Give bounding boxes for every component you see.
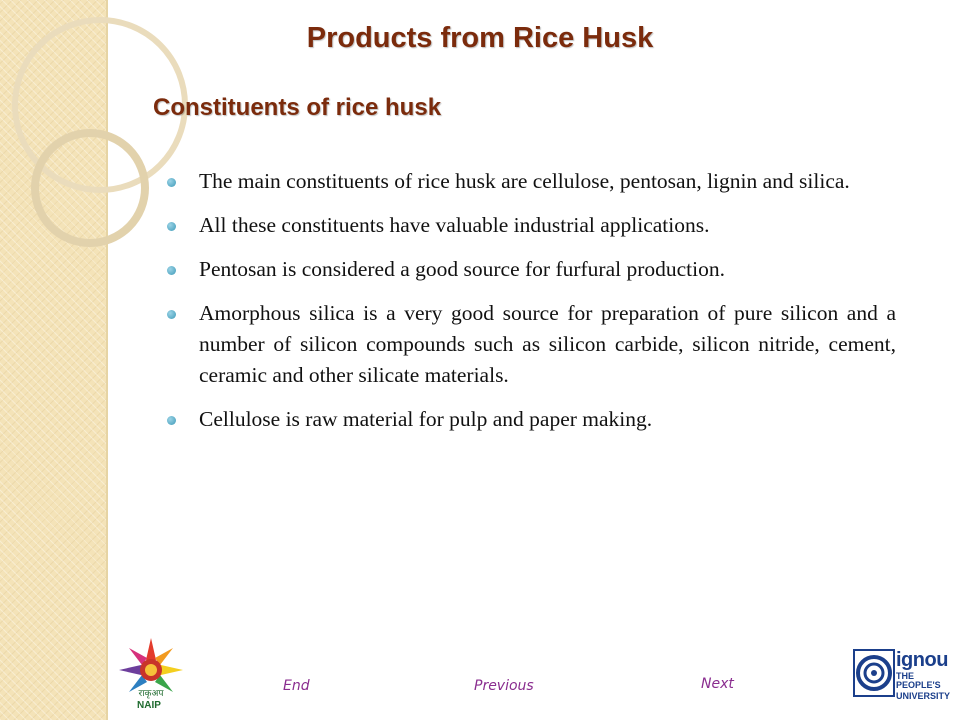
bullet-icon [167, 416, 176, 425]
bullet-icon [167, 178, 176, 187]
bullet-item [164, 166, 896, 197]
ignou-tagline-1: THE PEOPLE'S [896, 671, 941, 690]
end-link[interactable]: End [283, 678, 310, 694]
bullet-item [164, 298, 896, 391]
naip-label: NAIP [137, 700, 161, 711]
bullet-icon [167, 266, 176, 275]
bullet-item [164, 254, 896, 285]
bullet-text: Cellulose is raw material for pulp and paper making. [199, 407, 653, 431]
previous-link[interactable]: Previous [474, 678, 534, 694]
ignou-logo-icon [852, 648, 898, 700]
bullet-icon [167, 310, 176, 319]
bullet-item [164, 210, 896, 241]
next-link[interactable]: Next [701, 676, 734, 692]
ignou-name: ignou [896, 649, 948, 671]
bullet-list [164, 166, 896, 448]
bullet-text: The main constituents of rice husk are cellulose, pentosan, lignin and silica. [199, 169, 850, 193]
bullet-text: All these constituents have valuable industrial applications. [199, 213, 710, 237]
bullet-icon [167, 222, 176, 231]
bullet-text: Pentosan is considered a good source for furfural production. [199, 257, 726, 281]
bullet-item [164, 404, 896, 435]
svg-text:राकृअप: राकृअप [138, 688, 164, 698]
bullet-text: Amorphous silica is a very good source for preparation of pure silicon and a number of silicon compounds such as silicon carbide, silicon nitride, cement, ceramic and other silicate materials. [199, 301, 896, 387]
slide-title: Products from Rice Husk [306, 22, 654, 54]
slide-subtitle: Constituents of rice husk [153, 94, 442, 121]
ignou-tagline-2: UNIVERSITY [896, 691, 951, 701]
ignou-wordmark [896, 650, 960, 701]
